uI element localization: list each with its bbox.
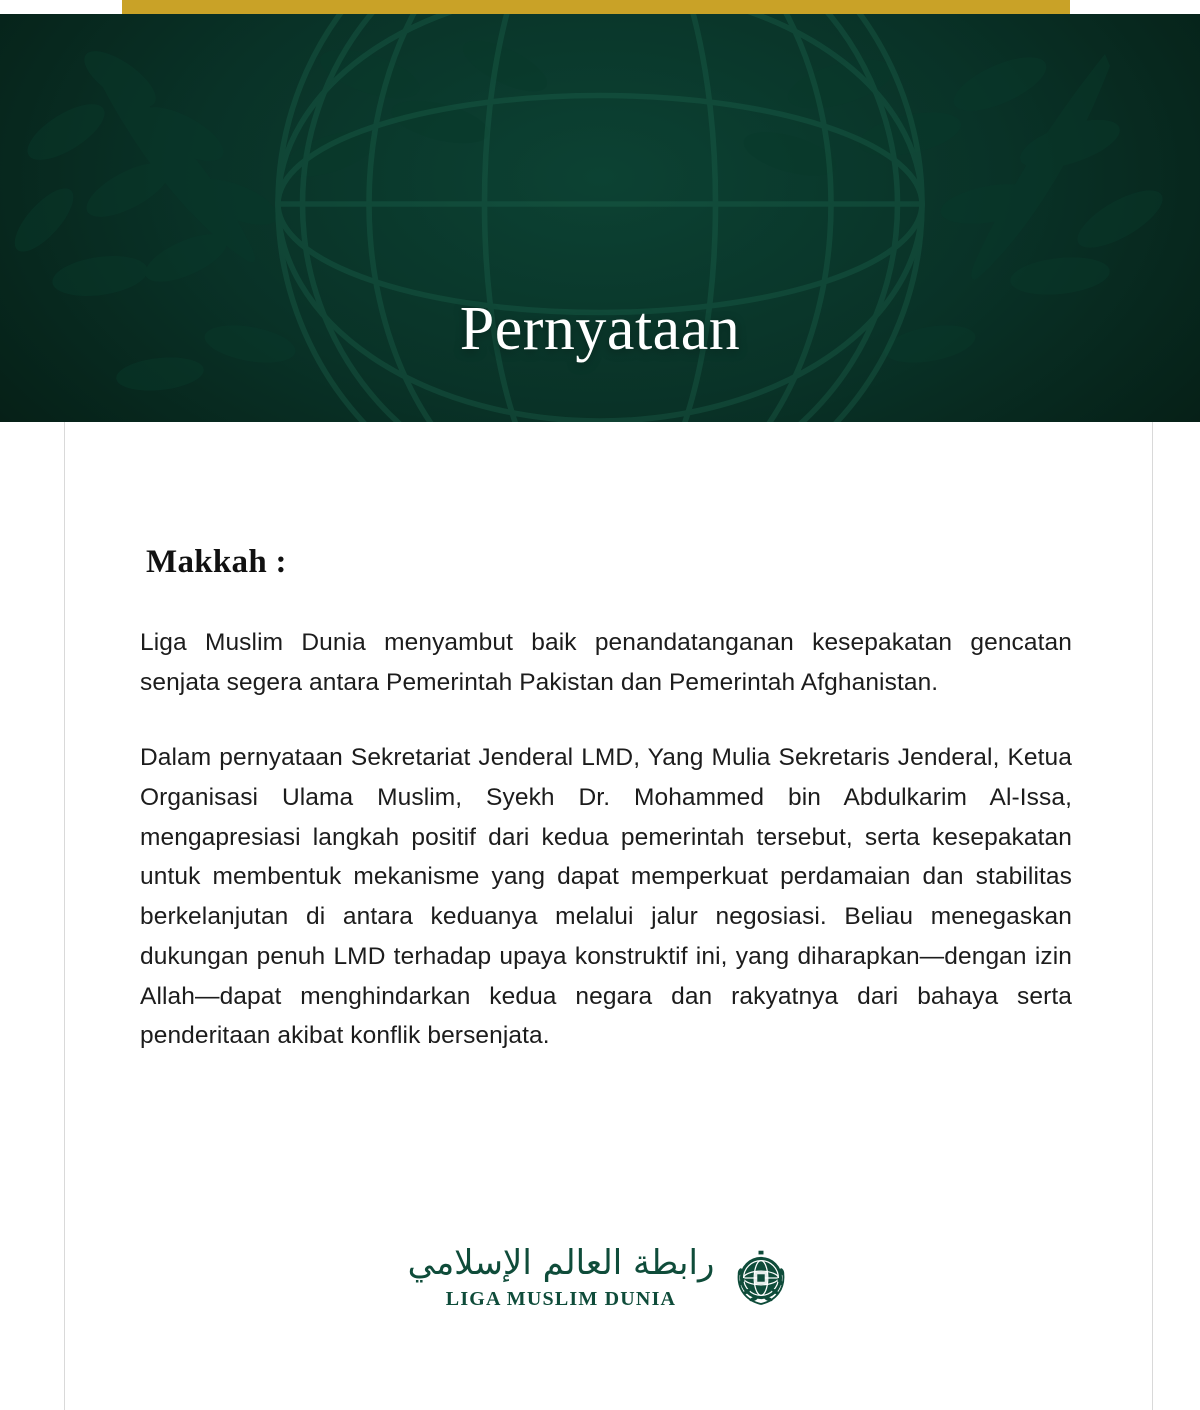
statement-paragraph-2: Dalam pernyataan Sekretariat Jenderal LMD, Yang Mulia Sekretaris Jenderal, Ketua Organisasi Ulama Muslim, Syekh Dr. Mohammed bin Abdulkarim Al-Issa, mengapresiasi langkah positif dari kedua pemerintah tersebut, serta kesepakatan untuk membentuk mekanisme yang dapat memperkuat perdamaian dan stabilitas berkelanjutan di antara keduanya melalui jalur negosiasi. Beliau menegaskan dukungan penuh LMD terhadap upaya konstruktif ini, yang diharapkan—dengan izin Allah—dapat menghindarkan kedua negara dan rakyatnya dari bahaya serta penderitaan akibat konflik bersenjata. <box>140 744 1072 1050</box>
page-title: Pernyataan <box>459 295 741 363</box>
logo-wordmark <box>408 1245 715 1311</box>
dateline-city: Makkah : <box>146 544 287 580</box>
muslim-world-league-globe-wreath-icon <box>730 1247 792 1309</box>
logo-latin-text: LIGA MUSLIM DUNIA <box>445 1288 677 1311</box>
poster-header <box>0 14 1200 422</box>
top-accent-bar <box>122 0 1070 14</box>
statement-paragraph-1: Liga Muslim Dunia menyambut baik penandatanganan kesepakatan gencatan senjata segera antara Pemerintah Pakistan dan Pemerintah Afghanistan. <box>140 629 1072 696</box>
statement-content <box>140 544 1072 1056</box>
footer-logo <box>0 1245 1200 1311</box>
logo-arabic-text: رابطة العالم الإسلامي <box>407 1243 715 1283</box>
